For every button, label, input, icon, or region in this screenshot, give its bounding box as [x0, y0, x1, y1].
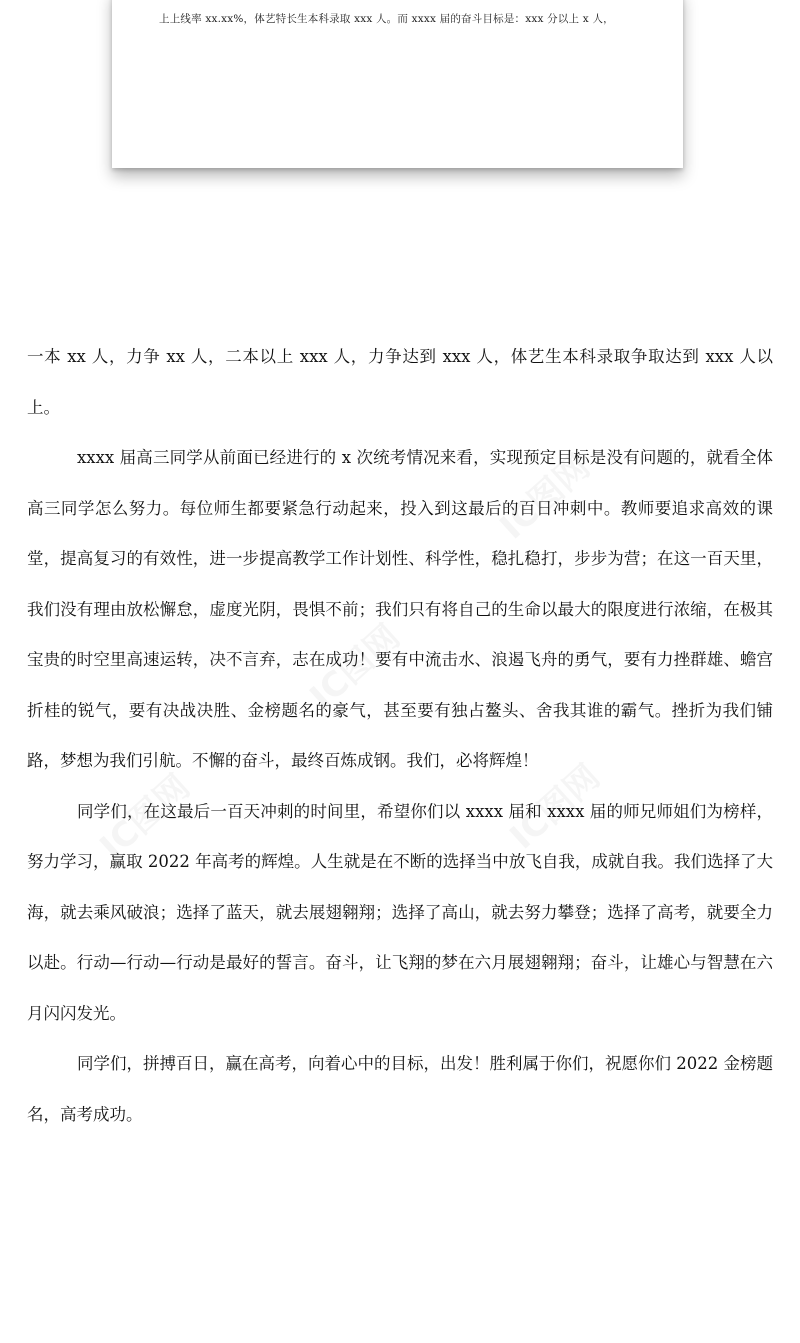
watermark: IC图网 [492, 446, 598, 548]
paragraph: 同学们，在这最后一百天冲刺的时间里，希望你们以 xxxx 届和 xxxx 届的师兄师姐们为榜样，努力学习，赢取 2022 年高考的辉煌。人生就是在不断的选择当中放飞自我，成就自我。我们选择了大海，就去乘风破浪；选择了蓝天，就去展翅翱翔；选择了高山，就去努力攀登；选择了高考，就要全力以赴。行动—行动—行动是最好的誓言。奋斗，让飞翔的梦在六月展翅翱翔；奋斗，让雄心与智慧在六月闪闪发光。 [27, 801, 773, 1023]
page-preview-card [112, 0, 683, 168]
paragraph: 同学们，拼搏百日，赢在高考，向着心中的目标，出发！胜利属于你们，祝愿你们 2022 金榜题名，高考成功。 [27, 1054, 773, 1124]
watermark: IC图网 [502, 756, 608, 858]
preview-line: 上上线率 xx.xx%，体艺特长生本科录取 xxx 人。而 xxxx 届的奋斗目标是：xxx 分以上 x 人， [159, 13, 614, 25]
paragraph: xxxx 届高三同学从前面已经进行的 x 次统考情况来看，实现预定目标是没有问题的，就看全体高三同学怎么努力。每位师生都要紧急行动起来，投入到这最后的百日冲刺中。教师要追求高效的课堂，提高复习的有效性，进一步提高教学工作计划性、科学性，稳扎稳打，步步为营；在这一百天里，我们没有理由放松懈怠，虚度光阴，畏惧不前；我们只有将自己的生命以最大的限度进行浓缩，在极其宝贵的时空里高速运转，决不言弃，志在成功！要有中流击水、浪遏飞舟的勇气，要有力挫群雄、蟾宫折桂的锐气，要有决战决胜、金榜题名的豪气，甚至要有独占鳌头、舍我其谁的霸气。挫折为我们铺路，梦想为我们引航。不懈的奋斗，最终百炼成钢。我们，必将辉煌！ [27, 448, 773, 770]
paragraph-continuation: 一本 xx 人，力争 xx 人，二本以上 xxx 人，力争达到 xxx 人，体艺生本科录取争取达到 xxx 人以上。 [27, 347, 773, 417]
document-body [27, 332, 773, 1140]
watermark: IC图网 [92, 766, 198, 868]
preview-line-cutoff [159, 0, 648, 1]
watermark: IC图网 [302, 616, 408, 718]
